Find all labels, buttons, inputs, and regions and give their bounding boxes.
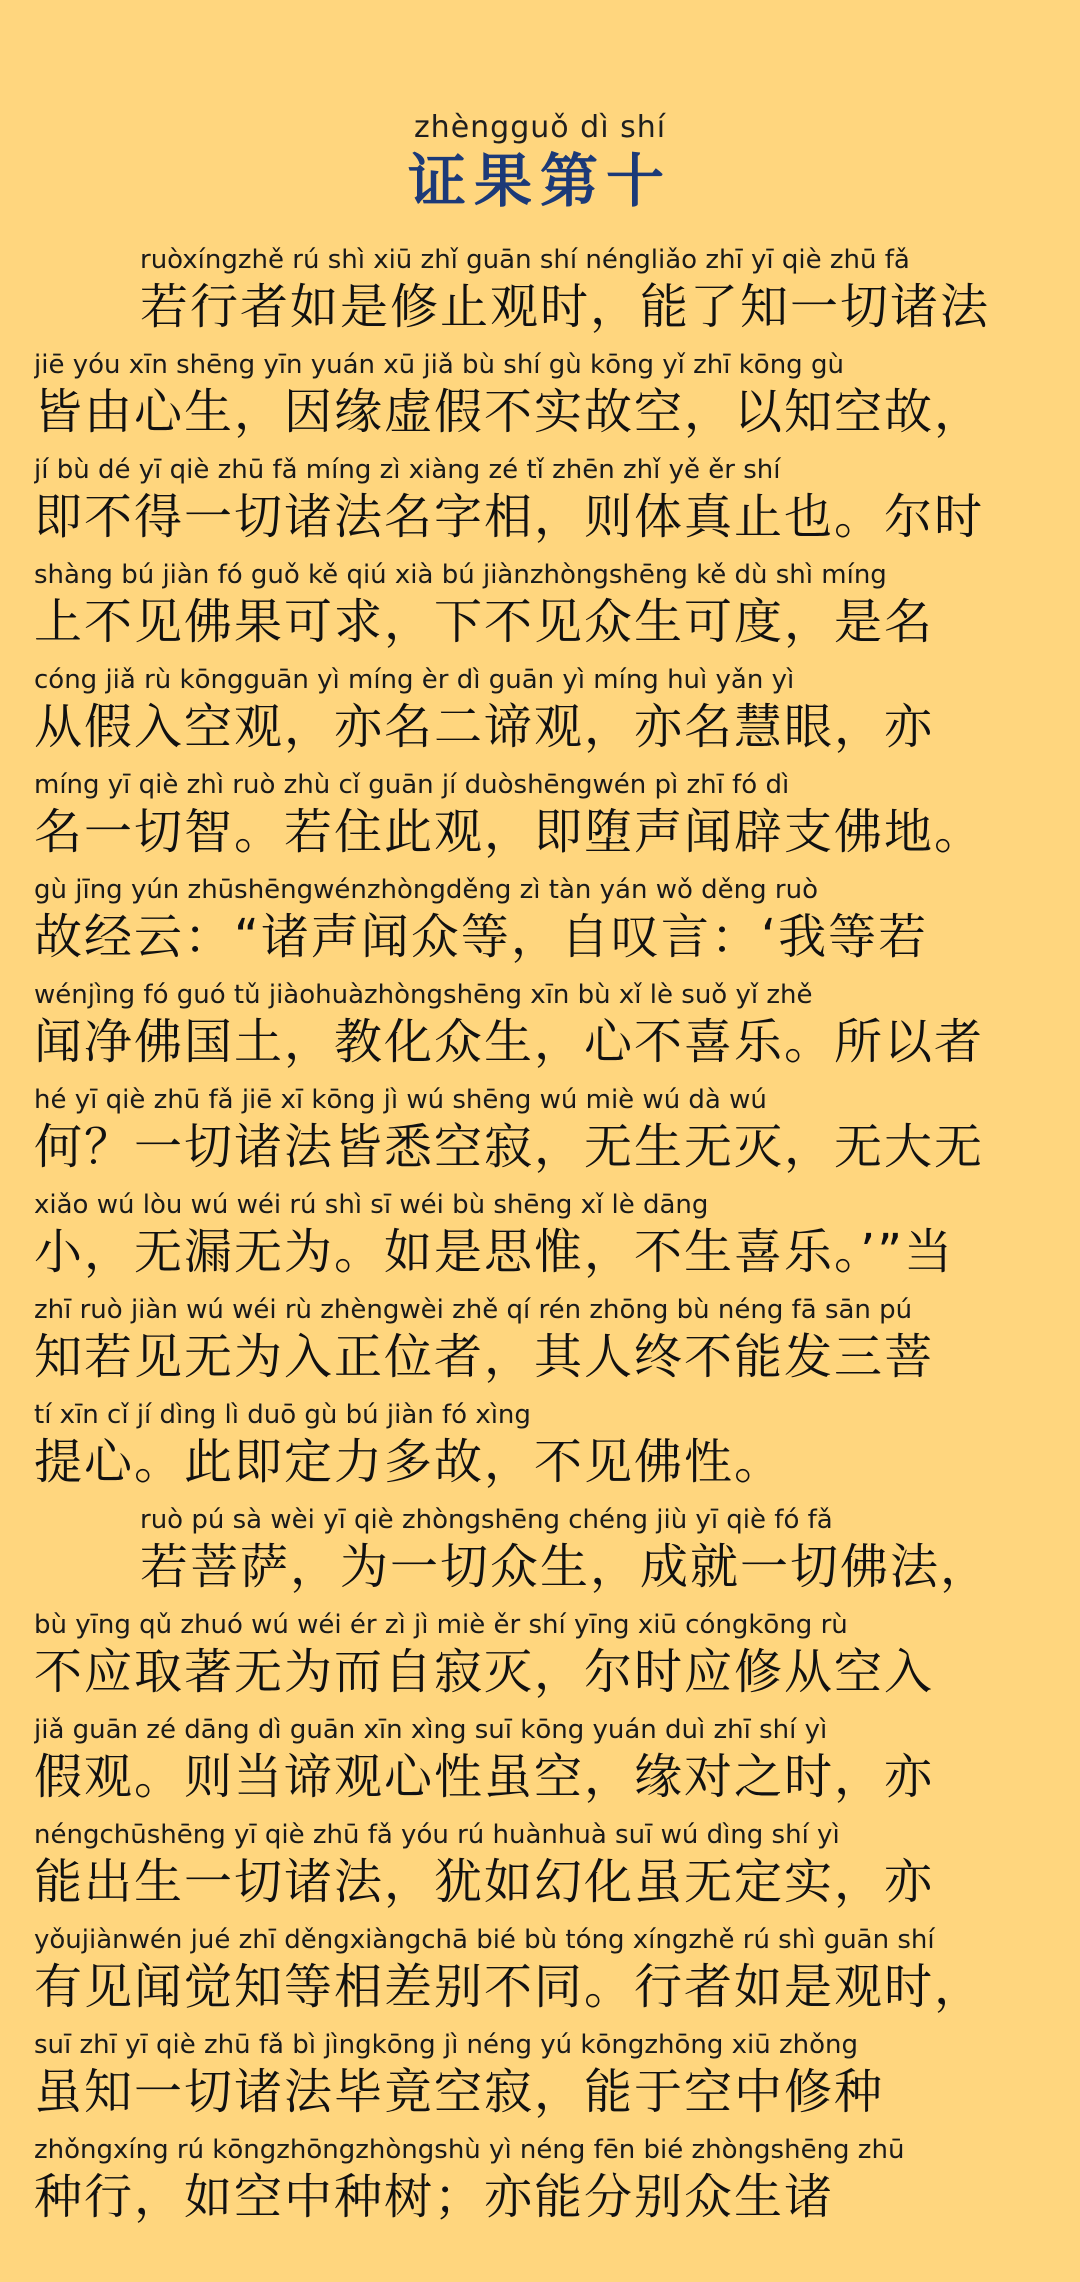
text-line <box>34 455 1046 560</box>
text-line <box>34 245 1046 350</box>
chapter-title: 证果第十 <box>407 147 672 215</box>
text-line <box>34 980 1046 1085</box>
chinese-line: 不应取著无为而自寂灭，尔时应修从空入 <box>34 1644 935 1700</box>
chinese-line: 小，无漏无为。如是思惟，不生喜乐。’”当 <box>34 1224 955 1280</box>
pinyin-line: gù jīng yún zhūshēngwénzhòngděng zì tàn yán wǒ děng ruò <box>34 875 818 905</box>
pinyin-line: yǒujiànwén jué zhī děngxiàngchā bié bù tóng xíngzhě rú shì guān shí <box>34 1925 935 1955</box>
chinese-line: 故经云：“诸声闻众等，自叹言：‘我等若 <box>34 909 929 965</box>
chinese-line: 假观。则当谛观心性虽空，缘对之时，亦 <box>34 1749 935 1805</box>
chinese-line: 若行者如是修止观时，能了知一切诸法 <box>140 279 991 335</box>
chinese-line: 知若见无为入正位者，其人终不能发三菩 <box>34 1329 935 1385</box>
chinese-line: 有见闻觉知等相差别不同。行者如是观时， <box>34 1959 985 2015</box>
chinese-line: 皆由心生，因缘虚假不实故空，以知空故， <box>34 384 985 440</box>
text-line <box>34 350 1046 455</box>
pinyin-line: ruòxíngzhě rú shì xiū zhǐ guān shí néngliǎo zhī yī qiè zhū fǎ <box>140 245 910 275</box>
pinyin-line: wénjìng fó guó tǔ jiàohuàzhòngshēng xīn bù xǐ lè suǒ yǐ zhě <box>34 980 813 1010</box>
text-line <box>34 875 1046 980</box>
text-body <box>34 245 1046 2240</box>
text-line <box>34 560 1046 665</box>
text-line <box>34 1820 1046 1925</box>
chinese-line: 即不得一切诸法名字相，则体真止也。尔时 <box>34 489 985 545</box>
chinese-line: 上不见佛果可求，下不见众生可度，是名 <box>34 594 935 650</box>
text-line <box>34 1190 1046 1295</box>
text-line <box>34 770 1046 875</box>
text-line <box>34 1610 1046 1715</box>
text-line <box>34 2135 1046 2240</box>
pinyin-line: xiǎo wú lòu wú wéi rú shì sī wéi bù shēng xǐ lè dāng <box>34 1190 709 1220</box>
text-line <box>34 2030 1046 2135</box>
chapter-title-pinyin: zhèngguǒ dì shí <box>413 110 667 145</box>
pinyin-line: shàng bú jiàn fó guǒ kě qiú xià bú jiànzhòngshēng kě dù shì míng <box>34 560 887 590</box>
chinese-line: 闻净佛国土，教化众生，心不喜乐。所以者 <box>34 1014 985 1070</box>
pinyin-line: tí xīn cǐ jí dìng lì duō gù bú jiàn fó xìng <box>34 1400 531 1430</box>
chinese-line: 提心。此即定力多故，不见佛性。 <box>34 1434 785 1490</box>
text-line <box>34 1400 1046 1505</box>
pinyin-line: cóng jiǎ rù kōngguān yì míng èr dì guān yì míng huì yǎn yì <box>34 665 795 695</box>
text-line <box>34 1295 1046 1400</box>
pinyin-line: zhǒngxíng rú kōngzhōngzhòngshù yì néng fēn bié zhòngshēng zhū <box>34 2135 905 2165</box>
chinese-line: 若菩萨，为一切众生，成就一切佛法， <box>140 1539 991 1595</box>
pinyin-line: míng yī qiè zhì ruò zhù cǐ guān jí duòshēngwén pì zhī fó dì <box>34 770 790 800</box>
chinese-line: 何？一切诸法皆悉空寂，无生无灭，无大无 <box>34 1119 985 1175</box>
pinyin-line: jiē yóu xīn shēng yīn yuán xū jiǎ bù shí gù kōng yǐ zhī kōng gù <box>34 350 844 380</box>
pinyin-line: bù yīng qǔ zhuó wú wéi ér zì jì miè ěr shí yīng xiū cóngkōng rù <box>34 1610 848 1640</box>
pinyin-line: néngchūshēng yī qiè zhū fǎ yóu rú huànhuà suī wú dìng shí yì <box>34 1820 840 1850</box>
text-line <box>34 1505 1046 1610</box>
pinyin-line: jí bù dé yī qiè zhū fǎ míng zì xiàng zé tǐ zhēn zhǐ yě ěr shí <box>34 455 781 485</box>
pinyin-line: hé yī qiè zhū fǎ jiē xī kōng jì wú shēng wú miè wú dà wú <box>34 1085 767 1115</box>
chinese-line: 虽知一切诸法毕竟空寂，能于空中修种 <box>34 2064 885 2120</box>
text-line <box>34 1085 1046 1190</box>
chinese-line: 从假入空观，亦名二谛观，亦名慧眼，亦 <box>34 699 935 755</box>
pinyin-line: jiǎ guān zé dāng dì guān xīn xìng suī kōng yuán duì zhī shí yì <box>34 1715 828 1745</box>
chinese-line: 名一切智。若住此观，即堕声闻辟支佛地。 <box>34 804 985 860</box>
pinyin-line: ruò pú sà wèi yī qiè zhòngshēng chéng jiù yī qiè fó fǎ <box>140 1505 833 1535</box>
chinese-line: 种行，如空中种树；亦能分别众生诸 <box>34 2169 835 2225</box>
pinyin-line: suī zhī yī qiè zhū fǎ bì jìngkōng jì néng yú kōngzhōng xiū zhǒng <box>34 2030 859 2060</box>
pinyin-line: zhī ruò jiàn wú wéi rù zhèngwèi zhě qí rén zhōng bù néng fā sān pú <box>34 1295 913 1325</box>
text-line <box>34 665 1046 770</box>
chinese-line: 能出生一切诸法，犹如幻化虽无定实，亦 <box>34 1854 935 1910</box>
text-line <box>34 1925 1046 2030</box>
chapter-title-block <box>0 110 1080 216</box>
text-line <box>34 1715 1046 1820</box>
